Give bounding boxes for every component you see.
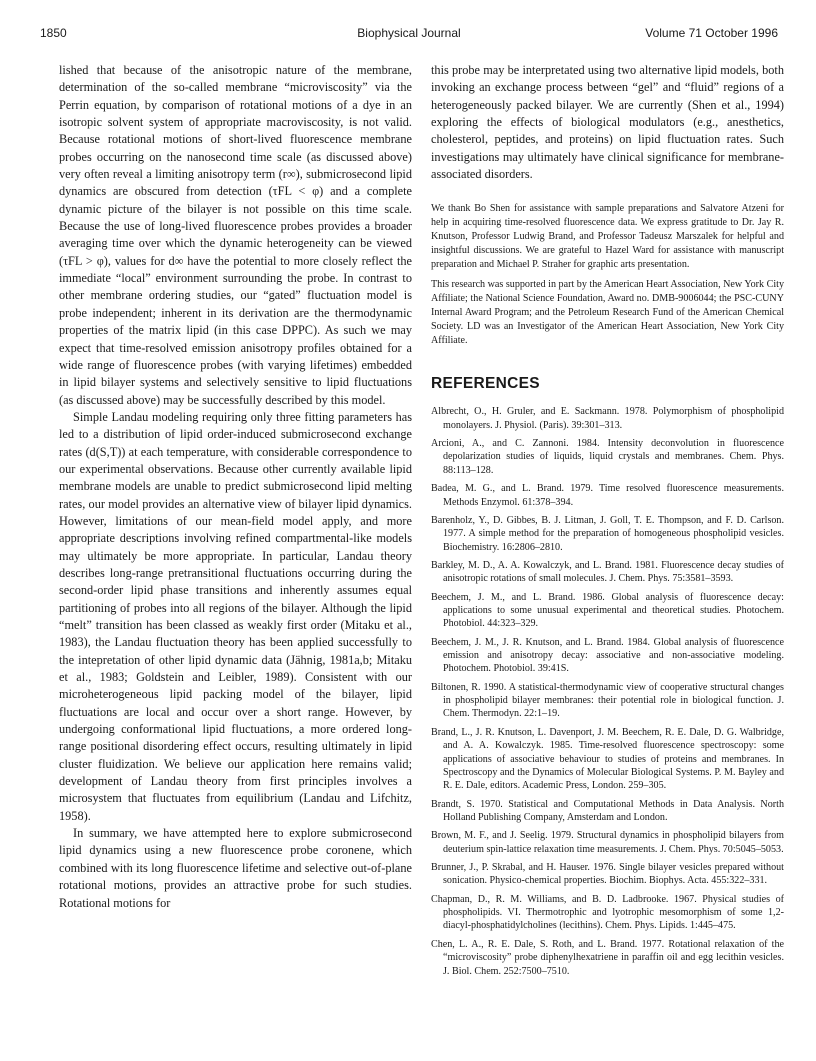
reference-item: Brandt, S. 1970. Statistical and Computational Methods in Data Analysis. North Holland Publishing Company, Amsterdam and London. <box>431 798 784 823</box>
body-paragraph-2: Simple Landau modeling requiring only three fitting parameters has led to a distribution of lipid order-induced submicrosecond exchange rates (d(S,T)) at each temperature, with considerable correspondence to our experimental observations. Because other currently available lipid membrane models are unable to predict submicrosecond lipid melting rates, our model provides an alternative view of bilayer lipid dynamics. However, limitations of our mean-field model apply, and more appropriate descriptions involving refined compartmental-like models may ultimately be more appropriate. In particular, Landau theory describes long-range pretransitional fluctuations occurring during the second-order lipid phase transitions and inherently assumes equal partitioning of probes into all regions of the bilayer. Although the lipid “melt” transition has been classed as weakly first order (Mitaku et al., 1983), the Landau fluctuation theory has been applied successfully to the intepretation of other lipid dynamic data (Jähnig, 1981a,b; Mitaku et al., 1983; Goldstein and Leibler, 1989). Consistent with our microheterogeneous lipid packing model of the bilayer, lipid fluctuations are local and occur over a short range. However, by undergoing conformational lipid fluctuations, a more ordered long-range positional disordering effect occurs, resulting ultimately in lipid cluster fluidization. We believe our application here remains valid; development of Landau theory from first principles involves a microsystem that fluctuates from equilibrium (Landau and Lifchitz, 1958). <box>59 409 412 823</box>
reference-item: Chen, L. A., R. E. Dale, S. Roth, and L. Brand. 1977. Rotational relaxation of the “microviscosity” probe diphenylhexatriene in paraffin oil and egg lecithin vesicles. J. Biol. Chem. 252:7500–7510. <box>431 939 784 977</box>
right-column <box>431 62 784 983</box>
reference-item: Brand, L., J. R. Knutson, L. Davenport, J. M. Beechem, R. E. Dale, D. G. Walbridge, and A. A. Kowalczyk. 1985. Time-resolved fluorescence spectroscopy: some applications of associative behaviour to studies of proteins and membranes. In Spectroscopy and the Dynamics of Molecular Biological Systems. P. M. Bayley and R. E. Dale, editors. Academic Press, London. 259–305. <box>431 727 784 792</box>
reference-item: Chapman, D., R. M. Williams, and B. D. Ladbrooke. 1967. Physical studies of phospholipids. VI. Thermotrophic and lyotrophic mesomorphism of some 1,2-diacyl-phosphatidylcholines (lecithins). Chem. Phys. Lipids. 1:445–475. <box>431 893 784 932</box>
left-column <box>59 62 412 912</box>
reference-item: Barkley, M. D., A. A. Kowalczyk, and L. Brand. 1981. Fluorescence decay studies of anisotropic rotations of small molecules. J. Chem. Phys. 75:3581–3593. <box>431 560 784 585</box>
reference-item: Beechem, J. M., and L. Brand. 1986. Global analysis of fluorescence decay: applications to some unusual experimental and theoretical studies. Photochem. Photobiol. 44:323–329. <box>431 591 784 630</box>
references-heading: REFERENCES <box>431 375 540 393</box>
reference-item: Brunner, J., P. Skrabal, and H. Hauser. 1976. Single bilayer vesicles prepared without sonication. Physico-chemical properties. Biochim. Biophys. Acta. 455:322–331. <box>431 862 784 887</box>
journal-title: Biophysical Journal <box>357 26 461 40</box>
reference-item: Brown, M. F., and J. Seelig. 1979. Structural dynamics in phospholipid bilayers from deuterium spin-lattice relaxation time measurements. J. Chem. Phys. 70:5045–5053. <box>431 830 784 855</box>
reference-list <box>431 405 784 977</box>
reference-item: Beechem, J. M., J. R. Knutson, and L. Brand. 1984. Global analysis of fluorescence emission and anisotropy decay: associative and non-associative modeling. Photochem. Photobiol. 39:41S. <box>431 636 784 675</box>
volume-issue: Volume 71 October 1996 <box>645 26 778 40</box>
reference-item: Biltonen, R. 1990. A statistical-thermodynamic view of cooperative structural changes in phospholipid bilayer membranes: their potential role in biological function. J. Chem. Thermodyn. 22:1–19. <box>431 681 784 720</box>
funding-statement: This research was supported in part by the American Heart Association, New York City Affiliate; the National Science Foundation, Award no. DMB-9006044; the PSC-CUNY Internal Award Program; and the Petroleum Research Fund of the American Chemical Society. LD was an Investigator of the American Heart Association, New York City Affiliate. <box>431 279 784 347</box>
body-paragraph-3: In summary, we have attempted here to explore submicrosecond lipid dynamics using a new fluorescence probe coronene, which combined with its long fluorescence lifetime and selective out-of-plane rotational motions, provides an attractive probe for such studies. Rotational motions for <box>59 826 412 910</box>
reference-item: Albrecht, O., H. Gruler, and E. Sackmann. 1978. Polymorphism of phospholipid monolayers. J. Physiol. (Paris). 39:301–313. <box>431 406 784 431</box>
reference-item: Arcioni, A., and C. Zannoni. 1984. Intensity deconvolution in fluorescence depolarization studies of liquids, liquid crystals and membranes. Chem. Phys. 88:113–128. <box>431 438 784 476</box>
acknowledgments: We thank Bo Shen for assistance with sample preparations and Salvatore Atzeni for help in acquiring time-resolved fluorescence data. We express gratitude to Dr. Jay R. Knutson, Professor Ludwig Brand, and Professor Tadeusz Marszalek for helpful and insightful discussions. We are grateful to Hazel Ward for assistance with manuscript preparation and Michael P. Straher for graphic arts presentation. <box>431 203 784 271</box>
body-paragraph-continuation: this probe may be interpretated using two alternative lipid models, both invoking an exchange process between “gel” and “fluid” regions of a heterogeneously packed bilayer. We are currently (Shen et al., 1994) exploring the effects of biological modulators (e.g., anesthetics, cholesterol, peptides, and proteins) on lipid fluctuation rates. Such investigations may ultimately have clinical significance for membrane-associated disorders. <box>431 63 784 182</box>
page-number: 1850 <box>40 26 67 40</box>
reference-item: Barenholz, Y., D. Gibbes, B. J. Litman, J. Goll, T. E. Thompson, and F. D. Carlson. 1977. A simple method for the preparation of homogeneous phospholipid vesicles. Biochemistry. 16:2806–2810. <box>431 515 784 553</box>
body-paragraph-1: lished that because of the anisotropic nature of the membrane, determination of the so-called membrane “microviscosity” via the Perrin equation, by comparison of rotational motions of a dye in an isotropic solvent system of appropriate macroviscosity, is not valid. Because rotational motions of short-lived fluorescence membrane probes occurring on the nanosecond time scale (as discussed above) very often reveal a limiting anisotropy term (r∞), submicrosecond lipid dynamics are obscured from detection (τFL < φ) and a complete dynamic picture of the bilayer is not possible on this time scale. Because the use of long-lived fluorescence probes provides a broader averaging time over which the dynamic heterogeneity can be viewed (τFL > φ), values for d∞ have the potential to more closely reflect the immediate “local” environment surrounding the probe. In contrast to other membrane ordering studies, our “gated” fluctuation model is probe independent; inherent in its derivation are the thermodynamic properties of the matrix lipid (in this case DPPC). As such we may expect that time-resolved emission anisotropy profiles obtained for a wide range of fluorescence probes (with varying lifetimes) embedded in lipid bilayer systems and selectively sensitive to lipid fluctuations (as discussed above) may be successfully described by this model. <box>59 63 412 407</box>
reference-item: Badea, M. G., and L. Brand. 1979. Time resolved fluorescence measurements. Methods Enzymol. 61:378–394. <box>431 483 784 508</box>
running-header <box>40 26 778 44</box>
